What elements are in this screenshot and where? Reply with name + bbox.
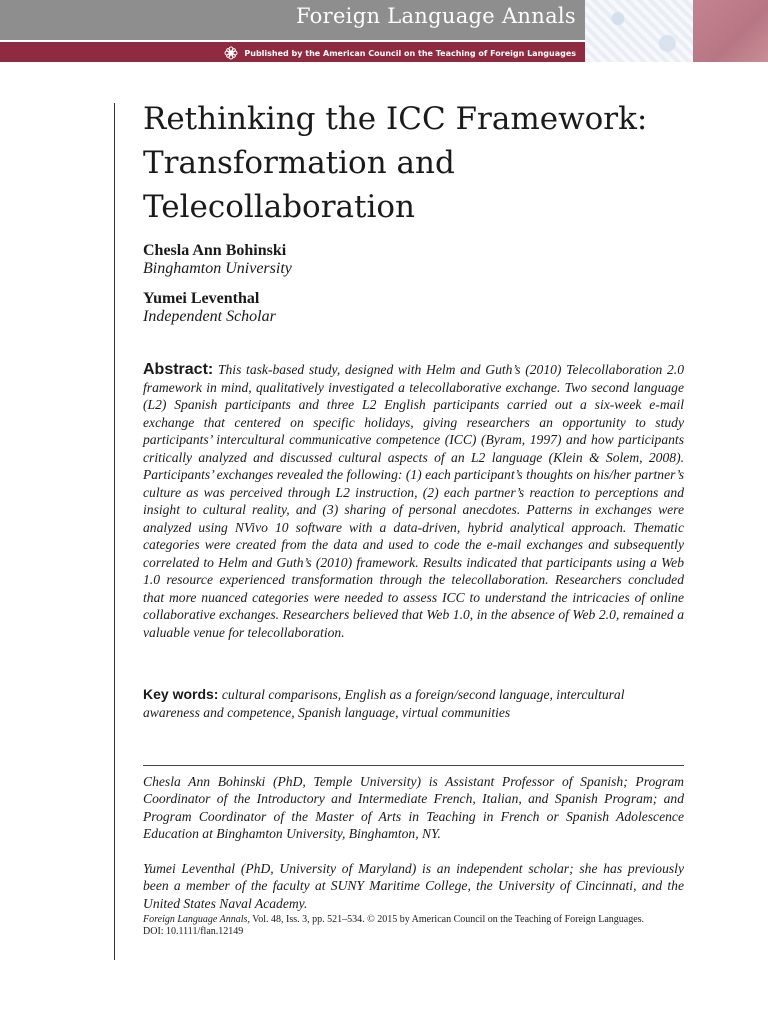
author-affiliation: Binghamton University <box>143 260 292 277</box>
author-affiliation: Independent Scholar <box>143 308 276 325</box>
journal-name: Foreign Language Annals <box>295 4 576 28</box>
publisher-line <box>224 46 576 60</box>
article-title: Rethinking the ICC Framework: Transformation and Telecollaboration <box>143 101 648 225</box>
footnote-divider <box>143 765 684 766</box>
flower-emblem-icon <box>224 46 238 60</box>
keywords <box>143 686 684 721</box>
author-name: Yumei Leventhal <box>143 290 260 307</box>
keywords-text: cultural comparisons, English as a foreign/second language, intercultural awareness and competence, Spanish language, virtual communities <box>143 687 625 720</box>
citation <box>143 914 684 938</box>
abstract <box>143 361 684 641</box>
abstract-label: Abstract: <box>143 361 214 378</box>
author-bio: Chesla Ann Bohinski (PhD, Temple University) is Assistant Professor of Spanish; Program Coordinator of the Introductory and Intermediate French, Italian, and Spanish Program; and Program Coordinator of the Master of Arts in Teaching in French or Spanish Adolescence Education at Binghamton University, Binghamton, NY. <box>143 774 684 842</box>
author-bio: Yumei Leventhal (PhD, University of Maryland) is an independent scholar; she has previously been a member of the faculty at SUNY Maritime College, the University of Cincinnati, and the United States Naval Academy. <box>143 861 684 911</box>
author-name: Chesla Ann Bohinski <box>143 242 287 259</box>
publisher-text: Published by the American Council on the Teaching of Foreign Languages <box>244 48 576 58</box>
doi: DOI: 10.1111/flan.12149 <box>143 926 244 937</box>
header-accent <box>693 0 768 62</box>
citation-journal: Foreign Language Annals <box>143 914 248 925</box>
abstract-text: This task-based study, designed with Helm and Guth’s (2010) Telecollaboration 2.0 framework in mind, qualitatively investigated a telecollaborative exchange. Two second language (L2) Spanish participants and three L2 English participants carried out a six-week e-mail exchange that centered on specific holidays, giving researchers an opportunity to study participants’ intercultural communicative competence (ICC) (Byram, 1997) and how participants critically analyzed and discussed cultural aspects of an L2 language (Klein & Solem, 2008). Participants’ exchanges revealed the following: (1) each participant’s thoughts on his/her partner’s culture as was perceived through L2 instruction, (2) each partner’s reaction to perceptions and insight to cultural reality, and (3) sharing of personal anecdotes. Patterns in exchanges were analyzed using NVivo 10 software with a data-driven, hybrid analytical approach. Thematic categories were created from the data and used to code the e-mail exchanges and subsequently correlated to Helm and Guth’s (2010) framework. Results indicated that participants using a Web 1.0 resource experienced transformation through the telecollaboration. Researchers concluded that more nuanced categories were needed to assess ICC to understand the intricacies of online collaborative exchanges. Researchers believed that Web 1.0, in the absence of Web 2.0, remained a valuable venue for telecollaboration. <box>143 362 684 640</box>
citation-details: , Vol. 48, Iss. 3, pp. 521–534. © 2015 by American Council on the Teaching of Foreign Languages. <box>247 914 645 925</box>
keywords-label: Key words: <box>143 686 219 702</box>
left-margin-rule <box>114 103 115 960</box>
